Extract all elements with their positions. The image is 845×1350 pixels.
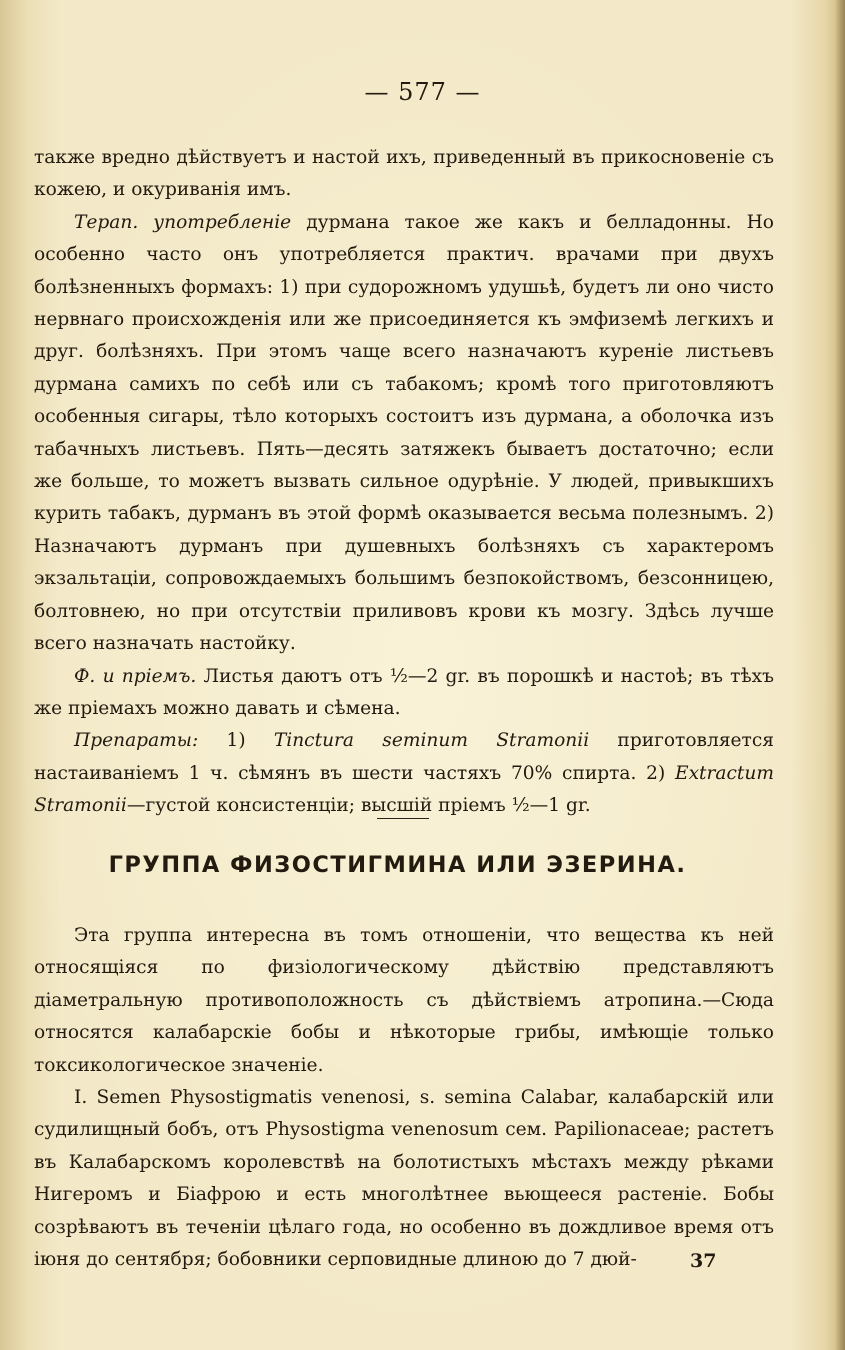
paragraph-lead: Препараты: [74,730,199,752]
paragraph-text: 1) [198,730,274,752]
paragraph-lead: Терап. употребленіе [74,211,292,233]
paragraph-text: I. Semen Physostigmatis venenosi, s. semina Calabar, калабарскій или судилищный бобъ, отъ Physostigma venenosum сем. Papilionaceae; растетъ въ Калабарскомъ королевствѣ на болотистыхъ мѣстахъ между рѣками Нигеромъ и Біафрою и есть многолѣтнее вьющееся растеніе. Бобы созрѣваютъ въ теченіи цѣлаго года, но особенно въ дождливое время отъ іюня до сентября; бобовники серповидные длиною до 7 дюй- [34,1087,774,1271]
paragraph [34,1082,774,1276]
section-divider [377,818,429,819]
paragraph [34,142,774,207]
paragraph [34,207,774,661]
signature-mark: 37 [690,1250,717,1272]
text-block-datura [34,142,774,823]
paragraph-text: приготовляется настаиваніемъ 1 ч. сѣмянъ въ шести частяхъ 70% спирта. 2) [34,730,774,784]
section-heading: ГРУППА ФИЗОСТИГМИНА ИЛИ ЭЗЕРИНА. [108,852,687,878]
paragraph-text: Эта группа интересна въ томъ отношеніи, что вещества къ ней относящіяся по физіологическому дѣйствію представляютъ діаметральную противоположность съ дѣйствіемъ атропина.—Сюда относятся калабарскіе бобы и нѣкоторые грибы, имѣющіе только токсикологическое значеніе. [34,925,774,1076]
latin-term: Tinctura seminum Stramonii [273,730,590,752]
paragraph-text: —густой консистенціи; высшій пріемъ ½—1 gr. [126,795,591,817]
text-block-physostigmine [34,920,774,1276]
paragraph [34,661,774,726]
page-number: — 577 — [364,78,481,106]
paragraph-text: также вредно дѣйствуетъ и настой ихъ, приведенный въ прикосновеніе съ кожею, и окуриванія имъ. [34,147,774,201]
paragraph-text: Листья даютъ отъ ½—2 gr. въ порошкѣ и настоѣ; въ тѣхъ же пріемахъ можно давать и сѣмена. [34,665,774,719]
paragraph [34,920,774,1082]
paragraph-text: дурмана такое же какъ и белладонны. Но особенно часто онъ употребляется практич. врачами при двухъ болѣзненныхъ формахъ: 1) при судорожномъ удушьѣ, будетъ ли оно чисто нервнаго происхожденія или же присоединяется къ эмфиземѣ легкихъ и друг. болѣзняхъ. При этомъ чаще всего назначаютъ куреніе листьевъ дурмана самихъ по себѣ или съ табакомъ; кромѣ того приготовляютъ особенныя сигары, тѣло которыхъ состоитъ изъ дурмана, а оболочка изъ табачныхъ листьевъ. Пять—десять затяжекъ бываетъ достаточно; если же больше, то можетъ вызвать сильное одурѣніе. У людей, привыкшихъ курить табакъ, дурманъ въ этой формѣ оказывается весьма полезнымъ. 2) Назначаютъ дурманъ при душевныхъ болѣзняхъ съ характеромъ экзальтаціи, сопровождаемыхъ большимъ безпокойствомъ, безсонницею, болтовнею, но при отсутствіи приливовъ крови къ мозгу. Здѣсь лучше всего назначать настойку. [34,211,774,655]
paragraph-lead: Ф. и пріемъ. [74,665,197,687]
latin-term: Extractum Stramonii [34,762,774,817]
paragraph [34,725,774,822]
page-binding-shadow [835,0,845,1350]
